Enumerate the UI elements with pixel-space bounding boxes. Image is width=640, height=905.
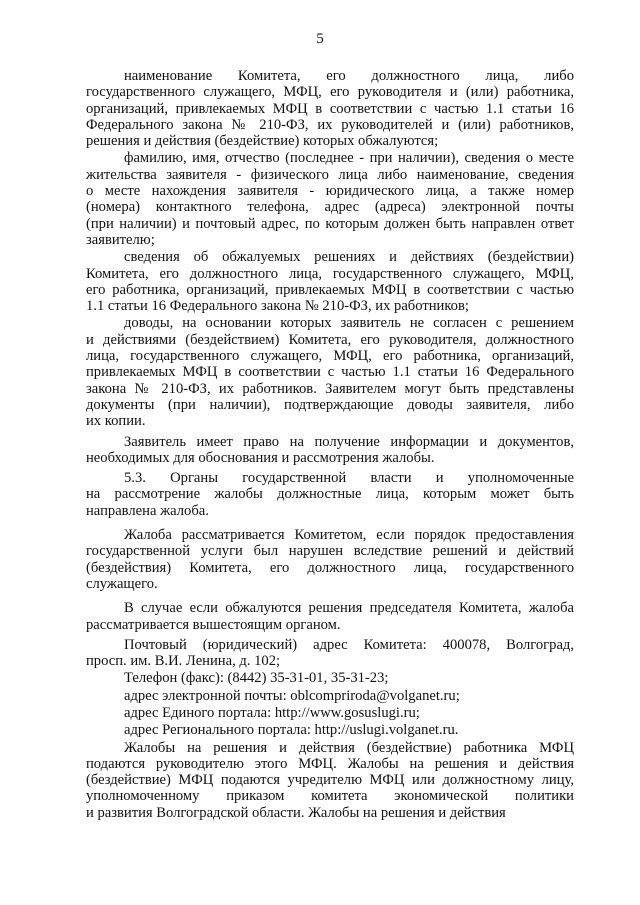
text-line: жительства заявителя - физического лица либо наименование, сведения (86, 166, 574, 183)
text-line: лица, государственного служащего, МФЦ, его работника, организаций, (86, 348, 574, 365)
text-line: на рассмотрение жалобы должностные лица, которым может быть (86, 486, 574, 503)
paragraph (86, 600, 574, 633)
text-line: и действиями (бездействием) Комитета, его руководителя, должностного (86, 331, 574, 348)
text-line: фамилию, имя, отчество (последнее - при наличии), сведения о месте (124, 150, 574, 167)
text-line: адрес Единого портала: http://www.gosuslugi.ru; (124, 704, 420, 721)
text-line: Заявитель имеет право на получение информации и документов, (124, 433, 574, 450)
text-line: рассматривается вышестоящим органом. (86, 616, 341, 633)
text-line: Комитета, его должностного лица, государственного служащего, МФЦ, (86, 265, 574, 282)
paragraph (86, 740, 574, 821)
text-line: просп. им. В.И. Ленина, д. 102; (86, 653, 281, 670)
text-line: адрес электронной почты: oblcompriroda@volganet.ru; (124, 687, 460, 704)
paragraph (86, 315, 574, 429)
text-line: наименование Комитета, его должностного лица, либо (124, 68, 574, 84)
text-line: заявителю; (86, 231, 155, 248)
text-line: 5.3. Органы государственной власти и уполномоченные (124, 470, 574, 487)
text-line: В случае если обжалуются решения председателя Комитета, жалоба (124, 600, 574, 617)
document-body (86, 68, 574, 822)
text-line: решения и действия (бездействие) которых обжалуются; (86, 133, 439, 150)
text-line: государственной услуги был нарушен вследствие решений и действий (86, 543, 574, 560)
text-line: необходимых для обоснования и рассмотрения жалобы. (86, 449, 435, 466)
text-line: закона № 210-ФЗ, их работников. Заявителем могут быть представлены (86, 380, 574, 397)
text-line: доводы, на основании которых заявитель не согласен с решением (124, 315, 574, 332)
page-number: 5 (316, 31, 324, 47)
paragraph (86, 68, 574, 149)
text-line: документы (при наличии), подтверждающие доводы заявителя, либо (86, 396, 574, 413)
text-line: (бездействия) Комитета, его должностного лица, государственного (86, 559, 574, 576)
text-line: сведения об обжалуемых решениях и действиях (бездействии) (124, 249, 574, 266)
paragraph (86, 434, 574, 467)
text-line: их копии. (86, 413, 146, 430)
text-line: привлекаемых МФЦ в соответствии с частью 1.1 статьи 16 Федерального (86, 364, 574, 381)
text-line: Жалоба рассматривается Комитетом, если порядок предоставления (124, 527, 574, 544)
text-line: уполномоченному приказом комитета экономической политики (86, 788, 574, 805)
text-line: (бездействие) МФЦ подаются учредителю МФЦ или должностному лицу, (86, 772, 574, 789)
text-line: направлена жалоба. (86, 502, 209, 519)
text-line: Почтовый (юридический) адрес Комитета: 400078, Волгоград, (124, 636, 574, 653)
text-line: адрес Регионального портала: http://uslugi.volganet.ru. (124, 722, 459, 739)
paragraph (86, 470, 574, 519)
text-line: (при наличии) и почтовый адрес, по которым должен быть направлен ответ (86, 215, 574, 232)
text-line: Федерального закона № 210-ФЗ, их руководителей и (или) работников, (86, 116, 574, 133)
text-line: Телефон (факс): (8442) 35-31-01, 35-31-23; (124, 670, 389, 687)
text-line: его работника, организаций, привлекаемых МФЦ в соответствии с частью (86, 281, 574, 298)
paragraph (86, 150, 574, 248)
paragraph (86, 722, 574, 738)
text-line: служащего. (86, 575, 158, 592)
text-line: и развития Волгоградской области. Жалобы на решения и действия (86, 804, 506, 821)
text-line: подаются руководителю этого МФЦ. Жалобы на решения и действия (86, 755, 574, 772)
paragraph (86, 637, 574, 670)
text-line: о месте нахождения заявителя - юридического лица, а также номер (86, 183, 574, 200)
text-line: (номера) контактного телефона, адрес (адреса) электронной почты (86, 199, 574, 216)
paragraph (86, 249, 574, 314)
text-line: Жалобы на решения и действия (бездействие) работника МФЦ (124, 739, 574, 756)
text-line: 1.1 статьи 16 Федерального закона № 210-ФЗ, их работников; (86, 298, 469, 315)
text-line: государственного служащего, МФЦ, его руководителя и (или) работника, (86, 84, 574, 101)
paragraph (86, 670, 574, 686)
paragraph (86, 688, 574, 704)
paragraph (86, 527, 574, 592)
paragraph (86, 705, 574, 721)
text-line: организаций, привлекаемых МФЦ в соответствии с частью 1.1 статьи 16 (86, 100, 574, 117)
